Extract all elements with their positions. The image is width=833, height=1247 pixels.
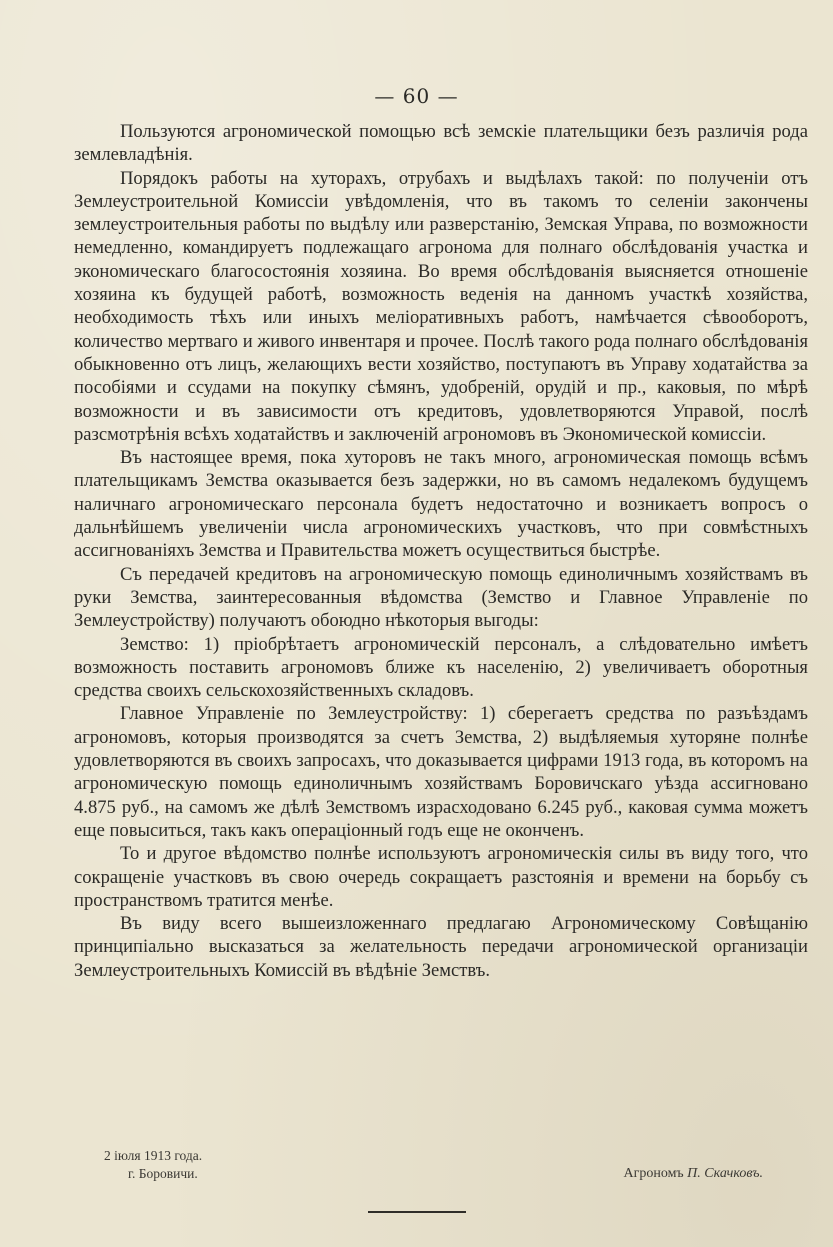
footer-place: г. Боровичи. (128, 1166, 198, 1181)
paragraph-2: Порядокъ работы на хуторахъ, отрубахъ и выдѣлахъ такой: по полученіи отъ Землеустроительной Комиссіи увѣдомленія, что въ такомъ то селеніи закончены землеустроительныя работы по выдѣлу или разверстанію, Земская Управа, по возможности немедленно, командируетъ подлежащаго агронома для полнаго обслѣдованія участка и экономическаго благосостоянія хозяина. Во время обслѣдованія выясняется отношеніе хозяина къ будущей работѣ, возможность веденія на данномъ участкѣ хозяйства, необходимость тѣхъ или иныхъ меліоративныхъ работъ, намѣчается сѣвооборотъ, количество мертваго и живого инвентаря и прочее. Послѣ такого рода полнаго обслѣдованія обыкновенно отъ лицъ, желающихъ вести хозяйство, поступаютъ въ Управу ходатайства за пособіями и ссудами на покупку сѣмянъ, удобреній, орудій и пр., каковыя, по мѣрѣ возможности и въ зависимости отъ кредитовъ, удовлетворяются Управой, послѣ разсмотрѣнія всѣхъ ходатайствъ и заключеній агрономовъ въ Экономической комиссіи. (74, 167, 808, 445)
paragraph-6: Главное Управленіе по Землеустройству: 1) сберегаетъ средства по разъѣздамъ агрономовъ, которыя производятся за счетъ Земства, 2) выдѣляемыя хуторяне полнѣе удовлетворяются въ своихъ запросахъ, что доказывается цифрами 1913 года, въ которомъ на агрономическую помощь единоличнымъ хозяйствамъ Боровичскаго уѣзда ассигновано 4.875 руб., на самомъ же дѣлѣ Земствомъ израсходовано 6.245 руб., каковая сумма можетъ еще повыситься, такъ какъ операціонный годъ еще не оконченъ. (74, 703, 808, 841)
page-number: — 60 — (374, 84, 459, 108)
paragraph-3: Въ настоящее время, пока хуторовъ не такъ много, агрономическая помощь всѣмъ плательщикамъ Земства оказывается безъ задержки, но въ самомъ недалекомъ будущемъ наличнаго агрономическаго персонала будетъ недостаточно и возникаетъ вопросъ о дальнѣйшемъ увеличеніи числа агрономическихъ участковъ, что при совмѣстныхъ ассигнованіяхъ Земства и Правительства можетъ осуществиться быстрѣе. (74, 447, 808, 562)
paragraph-5: Земство: 1) пріобрѣтаетъ агрономическій персоналъ, а слѣдовательно имѣетъ возможность поставить агрономовъ ближе къ населенію, 2) увеличиваетъ оборотныя средства своихъ сельскохозяйственныхъ складовъ. (74, 633, 808, 702)
closing-rule (368, 1211, 466, 1213)
footer-date: 2 іюля 1913 года. (104, 1148, 203, 1163)
paragraph-8: Въ виду всего вышеизложеннаго предлагаю Агрономическому Совѣщанію принципіально высказаться за желательность передачи агрономической организаціи Землеустроительныхъ Комиссій въ вѣдѣніе Земствъ. (74, 913, 808, 981)
signature-role: Агрономъ (623, 1166, 684, 1181)
signature-name: П. Скачковъ. (687, 1166, 763, 1181)
paragraph-7: То и другое вѣдомство полнѣе используютъ агрономическія силы въ виду того, что сокращеніе участковъ въ свою очередь сокращаетъ разстоянія и времени на борьбу съ пространствомъ тратится менѣе. (74, 843, 808, 911)
paragraph-4: Съ передачей кредитовъ на агрономическую помощь единоличнымъ хозяйствамъ въ руки Земства, заинтересованныя вѣдомства (Земство и Главное Управленіе по Землеустройству) получаютъ обоюдно нѣкоторыя выгоды: (74, 563, 808, 632)
document-body (74, 120, 808, 982)
signature (623, 1166, 763, 1182)
paragraph-1: Пользуются агрономической помощью всѣ земскіе плательщики безъ различія рода землевладѣнія. (74, 121, 808, 166)
